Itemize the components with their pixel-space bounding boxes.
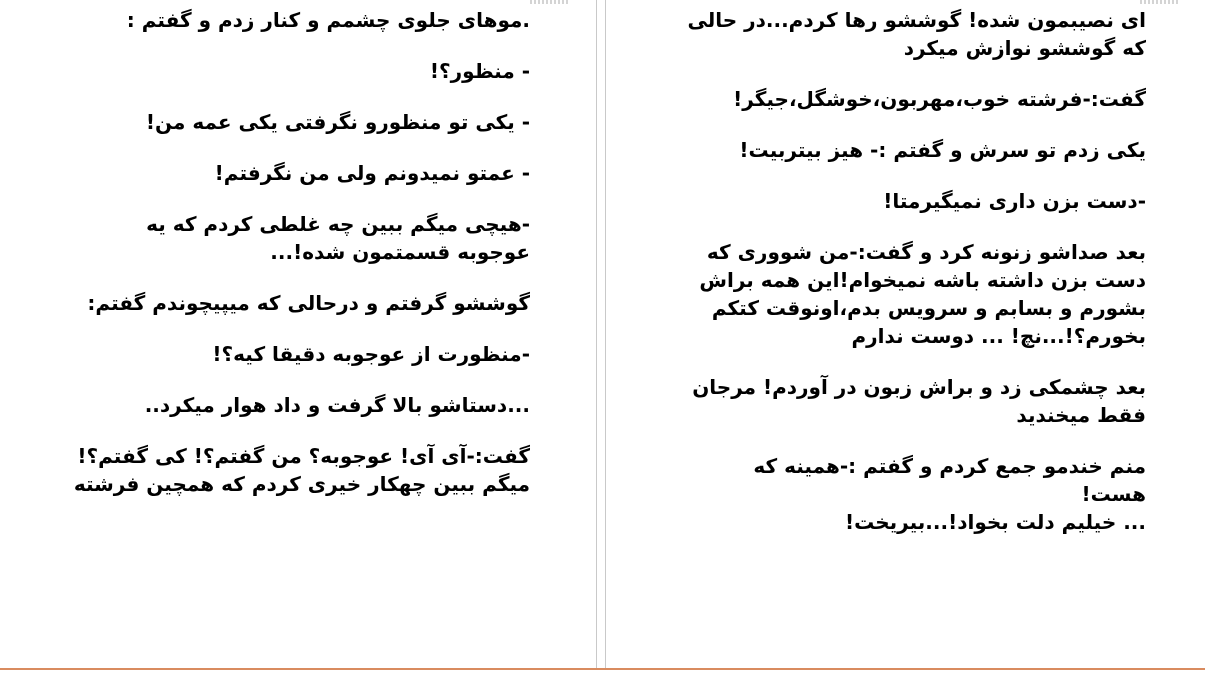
paragraph: - منظور؟! — [429, 59, 530, 83]
paragraph: بعد صداشو زنونه کرد و گفت:-من شووری که دست بزن داشته باشه نمیخوام!این همه براش بشورم و بسابم و سرویس بدم،اونوقت کتکم بخورم؟!...نچ! ... دوست ندارم — [699, 240, 1146, 348]
bottom-divider — [0, 668, 1205, 670]
paragraph: ...دستاشو بالا گرفت و داد هوار میکرد.. — [144, 393, 530, 417]
page-header-mark-left — [530, 0, 570, 4]
page-gutter — [596, 0, 606, 668]
paragraph: گفت:-فرشته خوب،مهربون،خوشگل،جیگر! — [733, 87, 1146, 111]
paragraph: -دست بزن داری نمیگیرمتا! — [883, 189, 1146, 213]
paragraph: ای نصیبمون شده! گوششو رها کردم...در حالی که گوششو نوازش میکرد — [687, 8, 1146, 60]
right-page-text — [686, 6, 1146, 559]
paragraph: -هیچی میگم ببین چه غلطی کردم که یه عوجوبه قسمتمون شده!... — [146, 212, 530, 264]
paragraph: یکی زدم تو سرش و گفتم :- هیز بیتربیت! — [739, 138, 1146, 162]
paragraph: .موهای جلوی چشمم و کنار زدم و گفتم : — [126, 8, 530, 32]
paragraph: -منظورت از عوجوبه دقیقا کیه؟! — [212, 342, 530, 366]
left-page-text — [70, 6, 530, 521]
paragraph: بعد چشمکی زد و براش زبون در آوردم! مرجان فقط میخندید — [692, 375, 1146, 427]
paragraph: - یکی تو منظورو نگرفتی یکی عمه من! — [145, 110, 530, 134]
paragraph: - عمتو نمیدونم ولی من نگرفتم! — [214, 161, 530, 185]
paragraph: گوششو گرفتم و درحالی که میپیچوندم گفتم: — [87, 291, 530, 315]
page-header-mark-right — [1140, 0, 1180, 4]
paragraph: منم خندمو جمع کردم و گفتم :-همینه که هست! ... خیلیم دلت بخواد!...بیریخت! — [753, 454, 1146, 534]
paragraph: گفت:-آی آی! عوجوبه؟ من گفتم؟! کی گفتم؟! میگم ببین چهکار خیری کردم که همچین فرشته — [73, 444, 530, 496]
